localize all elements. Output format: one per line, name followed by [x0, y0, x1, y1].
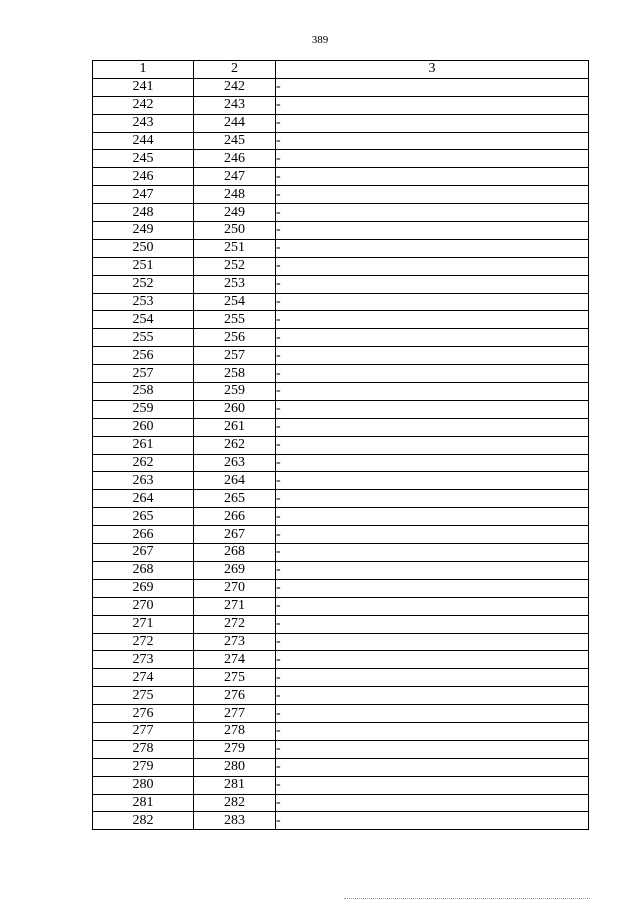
column-header-1: 1 [93, 61, 194, 79]
cell-col-3: - [276, 400, 589, 418]
table-row [93, 526, 589, 544]
cell-col-2: 282 [194, 794, 276, 812]
cell-col-1: 252 [93, 275, 194, 293]
table-row [93, 472, 589, 490]
cell-col-3: - [276, 508, 589, 526]
cell-col-3: - [276, 150, 589, 168]
cell-col-2: 262 [194, 436, 276, 454]
cell-col-2: 251 [194, 239, 276, 257]
cell-col-2: 257 [194, 347, 276, 365]
cell-col-2: 275 [194, 669, 276, 687]
cell-col-1: 242 [93, 96, 194, 114]
cell-col-3: - [276, 615, 589, 633]
cell-col-3: - [276, 490, 589, 508]
cell-col-1: 245 [93, 150, 194, 168]
cell-col-2: 261 [194, 418, 276, 436]
cell-col-1: 244 [93, 132, 194, 150]
cell-col-2: 249 [194, 204, 276, 222]
cell-col-1: 243 [93, 114, 194, 132]
cell-col-3: - [276, 579, 589, 597]
table-row [93, 436, 589, 454]
cell-col-3: - [276, 436, 589, 454]
table-row [93, 794, 589, 812]
cell-col-3: - [276, 705, 589, 723]
cell-col-1: 273 [93, 651, 194, 669]
cell-col-1: 266 [93, 526, 194, 544]
cell-col-2: 263 [194, 454, 276, 472]
cell-col-2: 279 [194, 740, 276, 758]
cell-col-2: 269 [194, 561, 276, 579]
cell-col-1: 250 [93, 239, 194, 257]
cell-col-2: 281 [194, 776, 276, 794]
cell-col-1: 277 [93, 722, 194, 740]
cell-col-3: - [276, 740, 589, 758]
table-row [93, 293, 589, 311]
table-row [93, 186, 589, 204]
cell-col-1: 279 [93, 758, 194, 776]
cell-col-2: 245 [194, 132, 276, 150]
table-row [93, 329, 589, 347]
table-row [93, 114, 589, 132]
cell-col-1: 259 [93, 400, 194, 418]
cell-col-2: 243 [194, 96, 276, 114]
cell-col-2: 247 [194, 168, 276, 186]
table-row [93, 400, 589, 418]
cell-col-3: - [276, 293, 589, 311]
cell-col-2: 258 [194, 365, 276, 383]
cell-col-2: 242 [194, 78, 276, 96]
cell-col-3: - [276, 722, 589, 740]
cell-col-3: - [276, 383, 589, 401]
table-row [93, 347, 589, 365]
cell-col-2: 254 [194, 293, 276, 311]
table-row [93, 776, 589, 794]
cell-col-1: 275 [93, 687, 194, 705]
cell-col-3: - [276, 239, 589, 257]
cell-col-2: 253 [194, 275, 276, 293]
cell-col-1: 278 [93, 740, 194, 758]
cell-col-2: 244 [194, 114, 276, 132]
cell-col-2: 259 [194, 383, 276, 401]
cell-col-2: 273 [194, 633, 276, 651]
cell-col-2: 267 [194, 526, 276, 544]
table-row [93, 740, 589, 758]
cell-col-3: - [276, 275, 589, 293]
cell-col-2: 277 [194, 705, 276, 723]
cell-col-3: - [276, 454, 589, 472]
table-row [93, 383, 589, 401]
cell-col-2: 271 [194, 597, 276, 615]
cell-col-2: 252 [194, 257, 276, 275]
cell-col-1: 281 [93, 794, 194, 812]
cell-col-1: 261 [93, 436, 194, 454]
table-row [93, 150, 589, 168]
cell-col-3: - [276, 96, 589, 114]
cell-col-3: - [276, 311, 589, 329]
cell-col-3: - [276, 794, 589, 812]
column-header-3: 3 [276, 61, 589, 79]
cell-col-2: 272 [194, 615, 276, 633]
cell-col-1: 257 [93, 365, 194, 383]
cell-col-2: 283 [194, 812, 276, 830]
table-row [93, 239, 589, 257]
table-row [93, 132, 589, 150]
cell-col-3: - [276, 687, 589, 705]
table-row [93, 579, 589, 597]
table-row [93, 418, 589, 436]
cell-col-2: 248 [194, 186, 276, 204]
table-row [93, 365, 589, 383]
table-row [93, 615, 589, 633]
table-row [93, 222, 589, 240]
table-row [93, 311, 589, 329]
cell-col-3: - [276, 472, 589, 490]
cell-col-3: - [276, 669, 589, 687]
cell-col-1: 265 [93, 508, 194, 526]
cell-col-1: 260 [93, 418, 194, 436]
table-row [93, 490, 589, 508]
cell-col-3: - [276, 758, 589, 776]
cell-col-1: 269 [93, 579, 194, 597]
cell-col-1: 271 [93, 615, 194, 633]
cell-col-3: - [276, 222, 589, 240]
cell-col-2: 274 [194, 651, 276, 669]
cell-col-2: 268 [194, 544, 276, 562]
cell-col-1: 248 [93, 204, 194, 222]
cell-col-2: 250 [194, 222, 276, 240]
cell-col-1: 267 [93, 544, 194, 562]
cell-col-1: 274 [93, 669, 194, 687]
page-number: 389 [311, 34, 329, 46]
table-header [93, 61, 589, 79]
table-row [93, 669, 589, 687]
cell-col-3: - [276, 651, 589, 669]
cell-col-3: - [276, 257, 589, 275]
cell-col-2: 265 [194, 490, 276, 508]
cell-col-3: - [276, 204, 589, 222]
cell-col-1: 255 [93, 329, 194, 347]
cell-col-2: 280 [194, 758, 276, 776]
table-row [93, 633, 589, 651]
cell-col-2: 278 [194, 722, 276, 740]
cell-col-1: 282 [93, 812, 194, 830]
cell-col-3: - [276, 526, 589, 544]
table-row [93, 812, 589, 830]
cell-col-3: - [276, 418, 589, 436]
table-row [93, 257, 589, 275]
cell-col-3: - [276, 78, 589, 96]
table-row [93, 96, 589, 114]
table-row [93, 168, 589, 186]
cell-col-3: - [276, 186, 589, 204]
cell-col-2: 246 [194, 150, 276, 168]
table-row [93, 687, 589, 705]
cell-col-2: 255 [194, 311, 276, 329]
header-row [93, 61, 589, 79]
cell-col-3: - [276, 544, 589, 562]
table-row [93, 722, 589, 740]
cell-col-3: - [276, 329, 589, 347]
cell-col-1: 246 [93, 168, 194, 186]
cell-col-1: 256 [93, 347, 194, 365]
cell-col-2: 266 [194, 508, 276, 526]
cell-col-3: - [276, 776, 589, 794]
cell-col-1: 253 [93, 293, 194, 311]
data-table [92, 60, 589, 830]
cell-col-2: 276 [194, 687, 276, 705]
cell-col-2: 264 [194, 472, 276, 490]
cell-col-1: 251 [93, 257, 194, 275]
cell-col-1: 270 [93, 597, 194, 615]
cell-col-1: 264 [93, 490, 194, 508]
table-row [93, 508, 589, 526]
cell-col-1: 276 [93, 705, 194, 723]
table-row [93, 597, 589, 615]
cell-col-1: 247 [93, 186, 194, 204]
cell-col-3: - [276, 365, 589, 383]
cell-col-1: 254 [93, 311, 194, 329]
cell-col-2: 260 [194, 400, 276, 418]
cell-col-1: 241 [93, 78, 194, 96]
table-row [93, 561, 589, 579]
cell-col-3: - [276, 597, 589, 615]
cell-col-1: 258 [93, 383, 194, 401]
table-row [93, 544, 589, 562]
cell-col-1: 272 [93, 633, 194, 651]
cell-col-3: - [276, 347, 589, 365]
cell-col-2: 270 [194, 579, 276, 597]
cell-col-3: - [276, 168, 589, 186]
cell-col-3: - [276, 812, 589, 830]
scan-artifact [344, 898, 590, 901]
cell-col-1: 268 [93, 561, 194, 579]
cell-col-3: - [276, 561, 589, 579]
cell-col-3: - [276, 633, 589, 651]
table-row [93, 78, 589, 96]
table-row [93, 651, 589, 669]
column-header-2: 2 [194, 61, 276, 79]
cell-col-2: 256 [194, 329, 276, 347]
cell-col-1: 280 [93, 776, 194, 794]
table-row [93, 275, 589, 293]
table-row [93, 705, 589, 723]
table-row [93, 758, 589, 776]
cell-col-1: 249 [93, 222, 194, 240]
table-body [93, 78, 589, 829]
cell-col-1: 263 [93, 472, 194, 490]
cell-col-3: - [276, 114, 589, 132]
table-row [93, 454, 589, 472]
cell-col-1: 262 [93, 454, 194, 472]
cell-col-3: - [276, 132, 589, 150]
table-row [93, 204, 589, 222]
